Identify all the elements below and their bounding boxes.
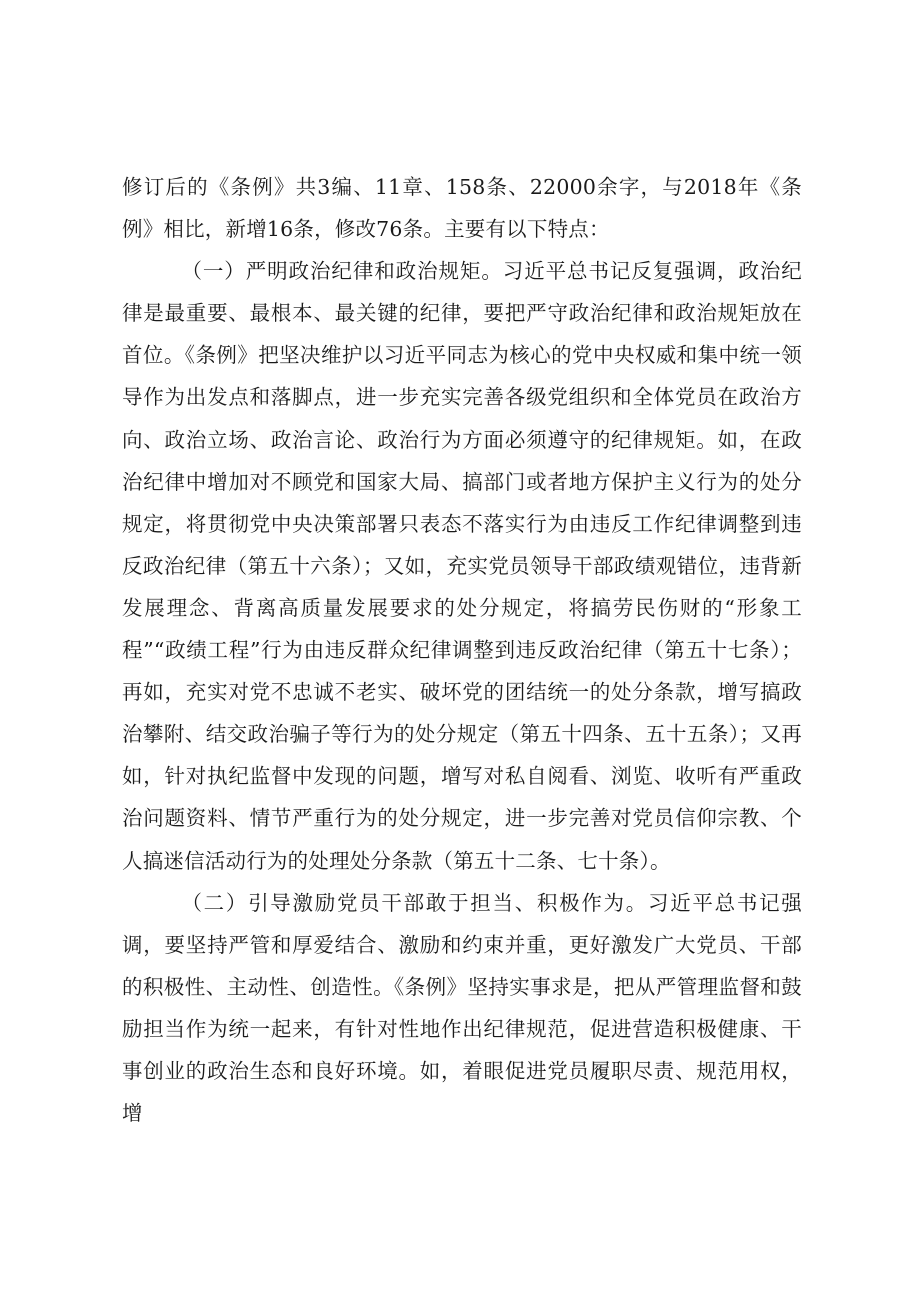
paragraph-point-1: （一）严明政治纪律和政治规矩。习近平总书记反复强调，政治纪律是最重要、最根本、最关键的纪律，要把严守政治纪律和政治规矩放在首位。《条例》把坚决维护以习近平同志为核心的党中央权威和集中统一领导作为出发点和落脚点，进一步充实完善各级党组织和全体党员在政治方向、政治立场、政治言论、政治行为方面必须遵守的纪律规矩。如，在政治纪律中增加对不顾党和国家大局、搞部门或者地方保护主义行为的处分规定，将贯彻党中央决策部署只表态不落实行为由违反工作纪律调整到违反政治纪律（第五十六条）；又如，充实党员领导干部政绩观错位，违背新发展理念、背离高质量发展要求的处分规定，将搞劳民伤财的“形象工程”“政绩工程”行为由违反群众纪律调整到违反政治纪律（第五十七条）；再如，充实对党不忠诚不老实、破坏党的团结统一的处分条款，增写搞政治攀附、结交政治骗子等行为的处分规定（第五十四条、五十五条）；又再如，针对执纪监督中发现的问题，增写对私自阅看、浏览、收听有严重政治问题资料、情节严重行为的处分规定，进一步完善对党员信仰宗教、个人搞迷信活动行为的处理处分条款（第五十二条、七十条）。 <box>122 259 802 873</box>
paragraph-intro: 修订后的《条例》共3编、11章、158条、22000余字，与2018年《条例》相比，新增16条，修改76条。主要有以下特点： <box>122 175 802 242</box>
paragraph-point-2: （二）引导激励党员干部敢于担当、积极作为。习近平总书记强调，要坚持严管和厚爱结合、激励和约束并重，更好激发广大党员、干部的积极性、主动性、创造性。《条例》坚持实事求是，把从严管理监督和鼓励担当作为统一起来，有针对性地作出纪律规范，促进营造积极健康、干事创业的政治生态和良好环境。如，着眼促进党员履职尽责、规范用权，增 <box>122 890 802 1126</box>
document-body <box>122 166 802 1134</box>
